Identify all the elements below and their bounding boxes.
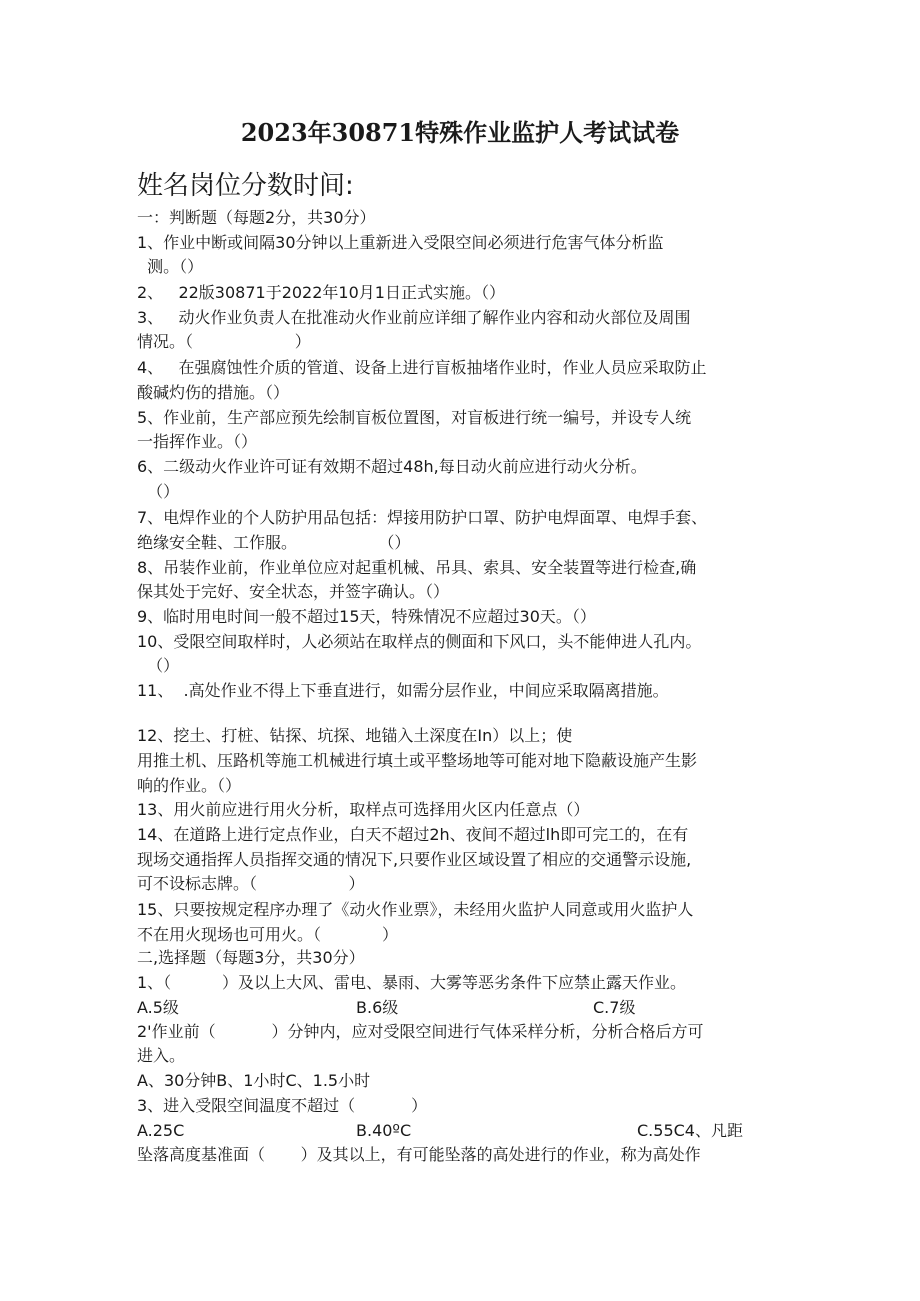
question-line: 8、吊装作业前，作业单位应对起重机械、吊具、索具、安全装置等进行检查,确 [137, 558, 697, 577]
question-line: 3、 动火作业负责人在批准动火作业前应详细了解作业内容和动火部位及周围 [137, 308, 691, 327]
question-line: 用推土机、压路机等施工机械进行填土或平整场地等可能对地下隐蔽设施产生影 [137, 751, 698, 770]
option-c: C.55C4、凡距 [637, 1121, 743, 1140]
question-line: 2、 22版30871于2022年10月1日正式实施。（） [137, 283, 505, 302]
question-line: 6、二级动火作业许可证有效期不超过48h,每日动火前应进行动火分析。 [137, 457, 647, 476]
question-line: 10、受限空间取样时，人必须站在取样点的侧面和下风口，头不能伸进人孔内。 [137, 632, 702, 651]
document-title: 2023年30871特殊作业监护人考试试卷 [240, 118, 680, 147]
question-line: 5、作业前，生产部应预先绘制盲板位置图，对盲板进行统一编号，并设专人统 [137, 408, 692, 427]
question-line: 响的作业。（） [137, 776, 242, 795]
option-b: B.6级 [356, 998, 399, 1017]
question-line: 2'作业前（ ）分钟内，应对受限空间进行气体采样分析，分析合格后方可 [137, 1022, 704, 1041]
option-a: A.25C [137, 1121, 185, 1140]
question-line: 酸碱灼伤的措施。（） [137, 383, 290, 402]
question-line: 9、临时用电时间一般不超过15天，特殊情况不应超过30天。（） [137, 607, 596, 626]
question-line: 1、（ ）及以上大风、雷电、暴雨、大雾等恶劣条件下应禁止露天作业。 [137, 973, 687, 992]
question-line: 14、在道路上进行定点作业，白天不超过2h、夜间不超过lh即可完工的，在有 [137, 825, 689, 844]
question-line: 测。（） [137, 257, 204, 276]
option-c: C.7级 [593, 998, 636, 1017]
question-line: 3、进入受限空间温度不超过（ ） [137, 1096, 428, 1115]
question-line: （） [137, 656, 180, 675]
question-line: 可不设标志牌。（ ） [137, 874, 365, 893]
option-a: A.5级 [137, 998, 179, 1017]
option-b: B.40ºC [356, 1121, 412, 1140]
question-line: 12、挖土、打桩、钻探、坑探、地锚入土深度在In）以上；使 [137, 726, 573, 745]
question-line: 现场交通指挥人员指挥交通的情况下,只要作业区域设置了相应的交通警示设施, [137, 850, 692, 869]
header-fields: 姓名岗位分数时间: [137, 171, 354, 201]
question-line: 情况。（ ） [137, 332, 311, 351]
question-line: 13、用火前应进行用火分析，取样点可选择用火区内任意点（） [137, 800, 590, 819]
question-line: 进入。 [137, 1046, 186, 1065]
question-line: 不在用火现场也可用火。（ ） [137, 925, 399, 944]
section2-heading: 二,选择题（每题3分，共30分） [137, 948, 365, 967]
question-line: 绝缘安全鞋、工作服。 （） [137, 533, 411, 552]
question-line: 7、电焊作业的个人防护用品包括：焊接用防护口罩、防护电焊面罩、电焊手套、 [137, 508, 708, 527]
question-line: 一指挥作业。（） [137, 432, 258, 451]
question-line: 坠落高度基准面（ ）及其以上，有可能坠落的高处进行的作业，称为高处作 [137, 1145, 701, 1164]
question-line: 保其处于完好、安全状态，并签字确认。（） [137, 582, 450, 601]
options-line: A、30分钟B、1小时C、1.5小时 [137, 1071, 371, 1090]
question-line: 15、只要按规定程序办理了《动火作业票》，未经用火监护人同意或用火监护人 [137, 900, 694, 919]
question-line: 1、作业中断或间隔30分钟以上重新进入受限空间必须进行危害气体分析监 [137, 233, 664, 252]
question-line: 11、 .高处作业不得上下垂直进行，如需分层作业，中间应采取隔离措施。 [137, 681, 669, 700]
question-line: 4、 在强腐蚀性介质的管道、设备上进行盲板抽堵作业时，作业人员应采取防止 [137, 358, 707, 377]
section1-heading: 一：判断题（每题2分，共30分） [137, 208, 376, 227]
question-line: （） [137, 482, 180, 501]
